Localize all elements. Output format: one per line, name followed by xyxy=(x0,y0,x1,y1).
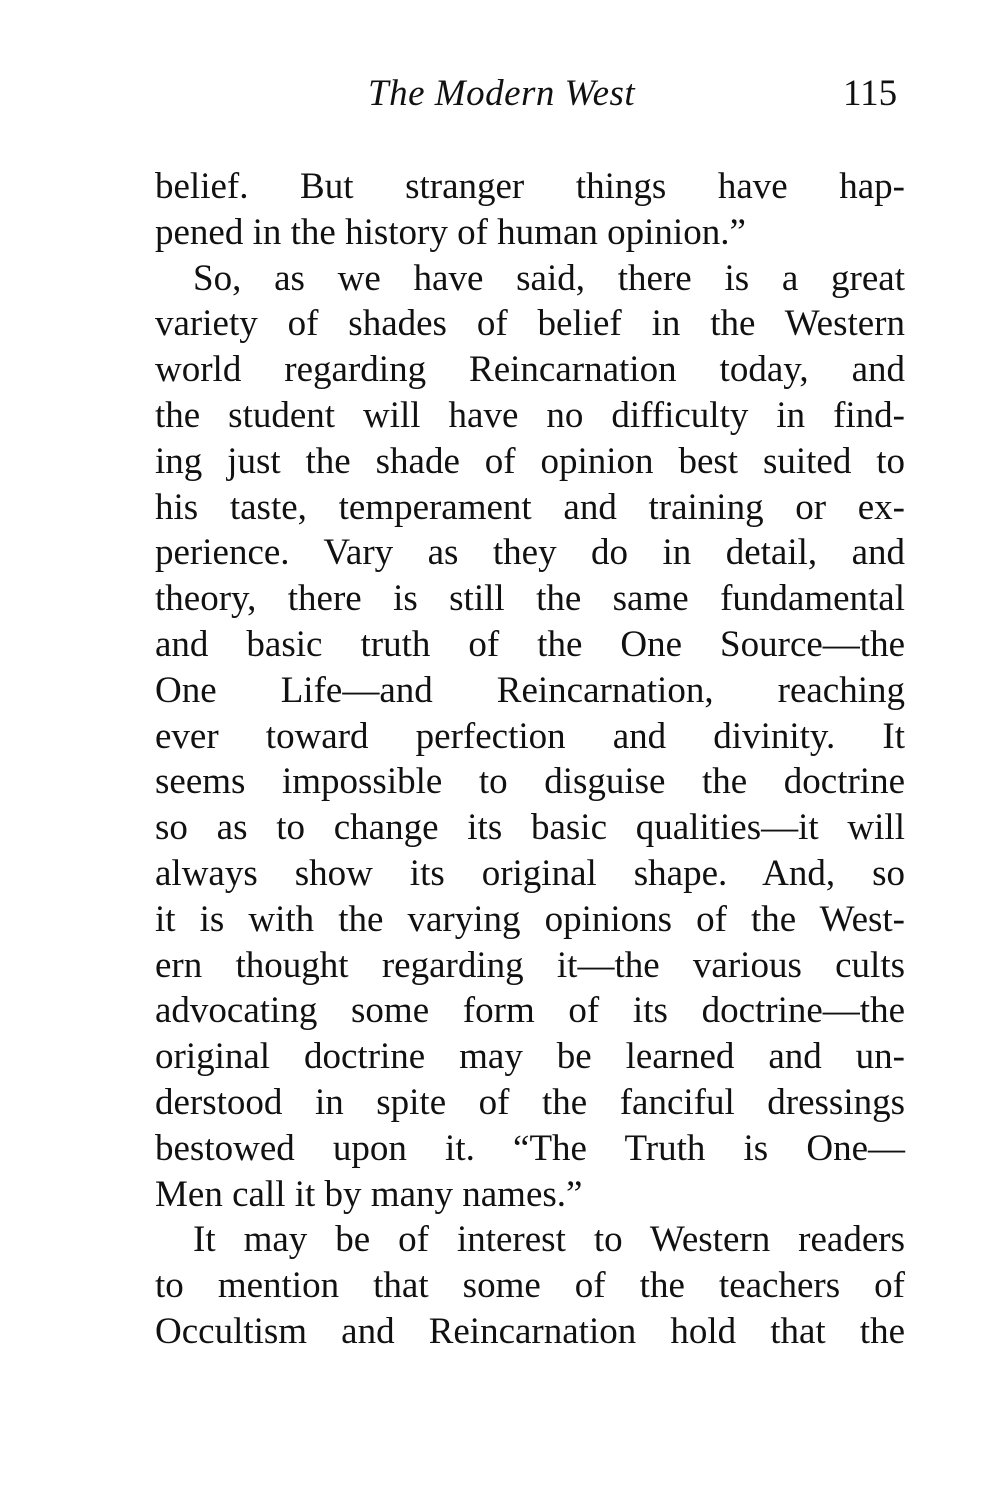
text-line: ern thought regarding it—the various cults xyxy=(155,944,905,986)
text-line: so as to change its basic qualities—it will xyxy=(155,807,905,849)
text-line: his taste, temperament and training or ex- xyxy=(155,486,905,528)
text-line: and basic truth of the One Source—the xyxy=(155,623,905,665)
page-number: 115 xyxy=(843,73,898,114)
text-line: to mention that some of the teachers of xyxy=(155,1265,905,1307)
text-line: belief. But stranger things have hap- xyxy=(155,166,905,207)
text-line: Men call it by many names.” xyxy=(155,1173,583,1215)
text-line: always show its original shape. And, so xyxy=(155,852,905,894)
body-text xyxy=(155,164,905,1355)
running-title: The Modern West xyxy=(368,73,636,114)
text-line: ever toward perfection and divinity. It xyxy=(155,715,905,757)
text-line: variety of shades of belief in the Western xyxy=(155,303,905,345)
text-line: Occultism and Reincarnation hold that the xyxy=(155,1310,905,1352)
text-line: advocating some form of its doctrine—the xyxy=(155,990,905,1032)
text-line: world regarding Reincarnation today, and xyxy=(155,349,905,391)
text-line: seems impossible to disguise the doctrine xyxy=(155,761,905,803)
text-line: pened in the history of human opinion.” xyxy=(155,211,746,253)
text-line: ing just the shade of opinion best suited to xyxy=(155,440,905,482)
text-line: the student will have no difficulty in find- xyxy=(155,394,905,436)
text-line: original doctrine may be learned and un- xyxy=(155,1036,905,1078)
text-line: It may be of interest to Western readers xyxy=(193,1219,905,1261)
text-line: One Life—and Reincarnation, reaching xyxy=(155,669,905,711)
text-line: bestowed upon it. “The Truth is One— xyxy=(155,1127,905,1169)
text-line: derstood in spite of the fanciful dressings xyxy=(155,1081,905,1123)
text-line: theory, there is still the same fundamental xyxy=(155,578,905,620)
text-line: perience. Vary as they do in detail, and xyxy=(155,532,905,574)
text-line: it is with the varying opinions of the West- xyxy=(155,898,905,940)
text-line: So, as we have said, there is a great xyxy=(193,257,905,299)
